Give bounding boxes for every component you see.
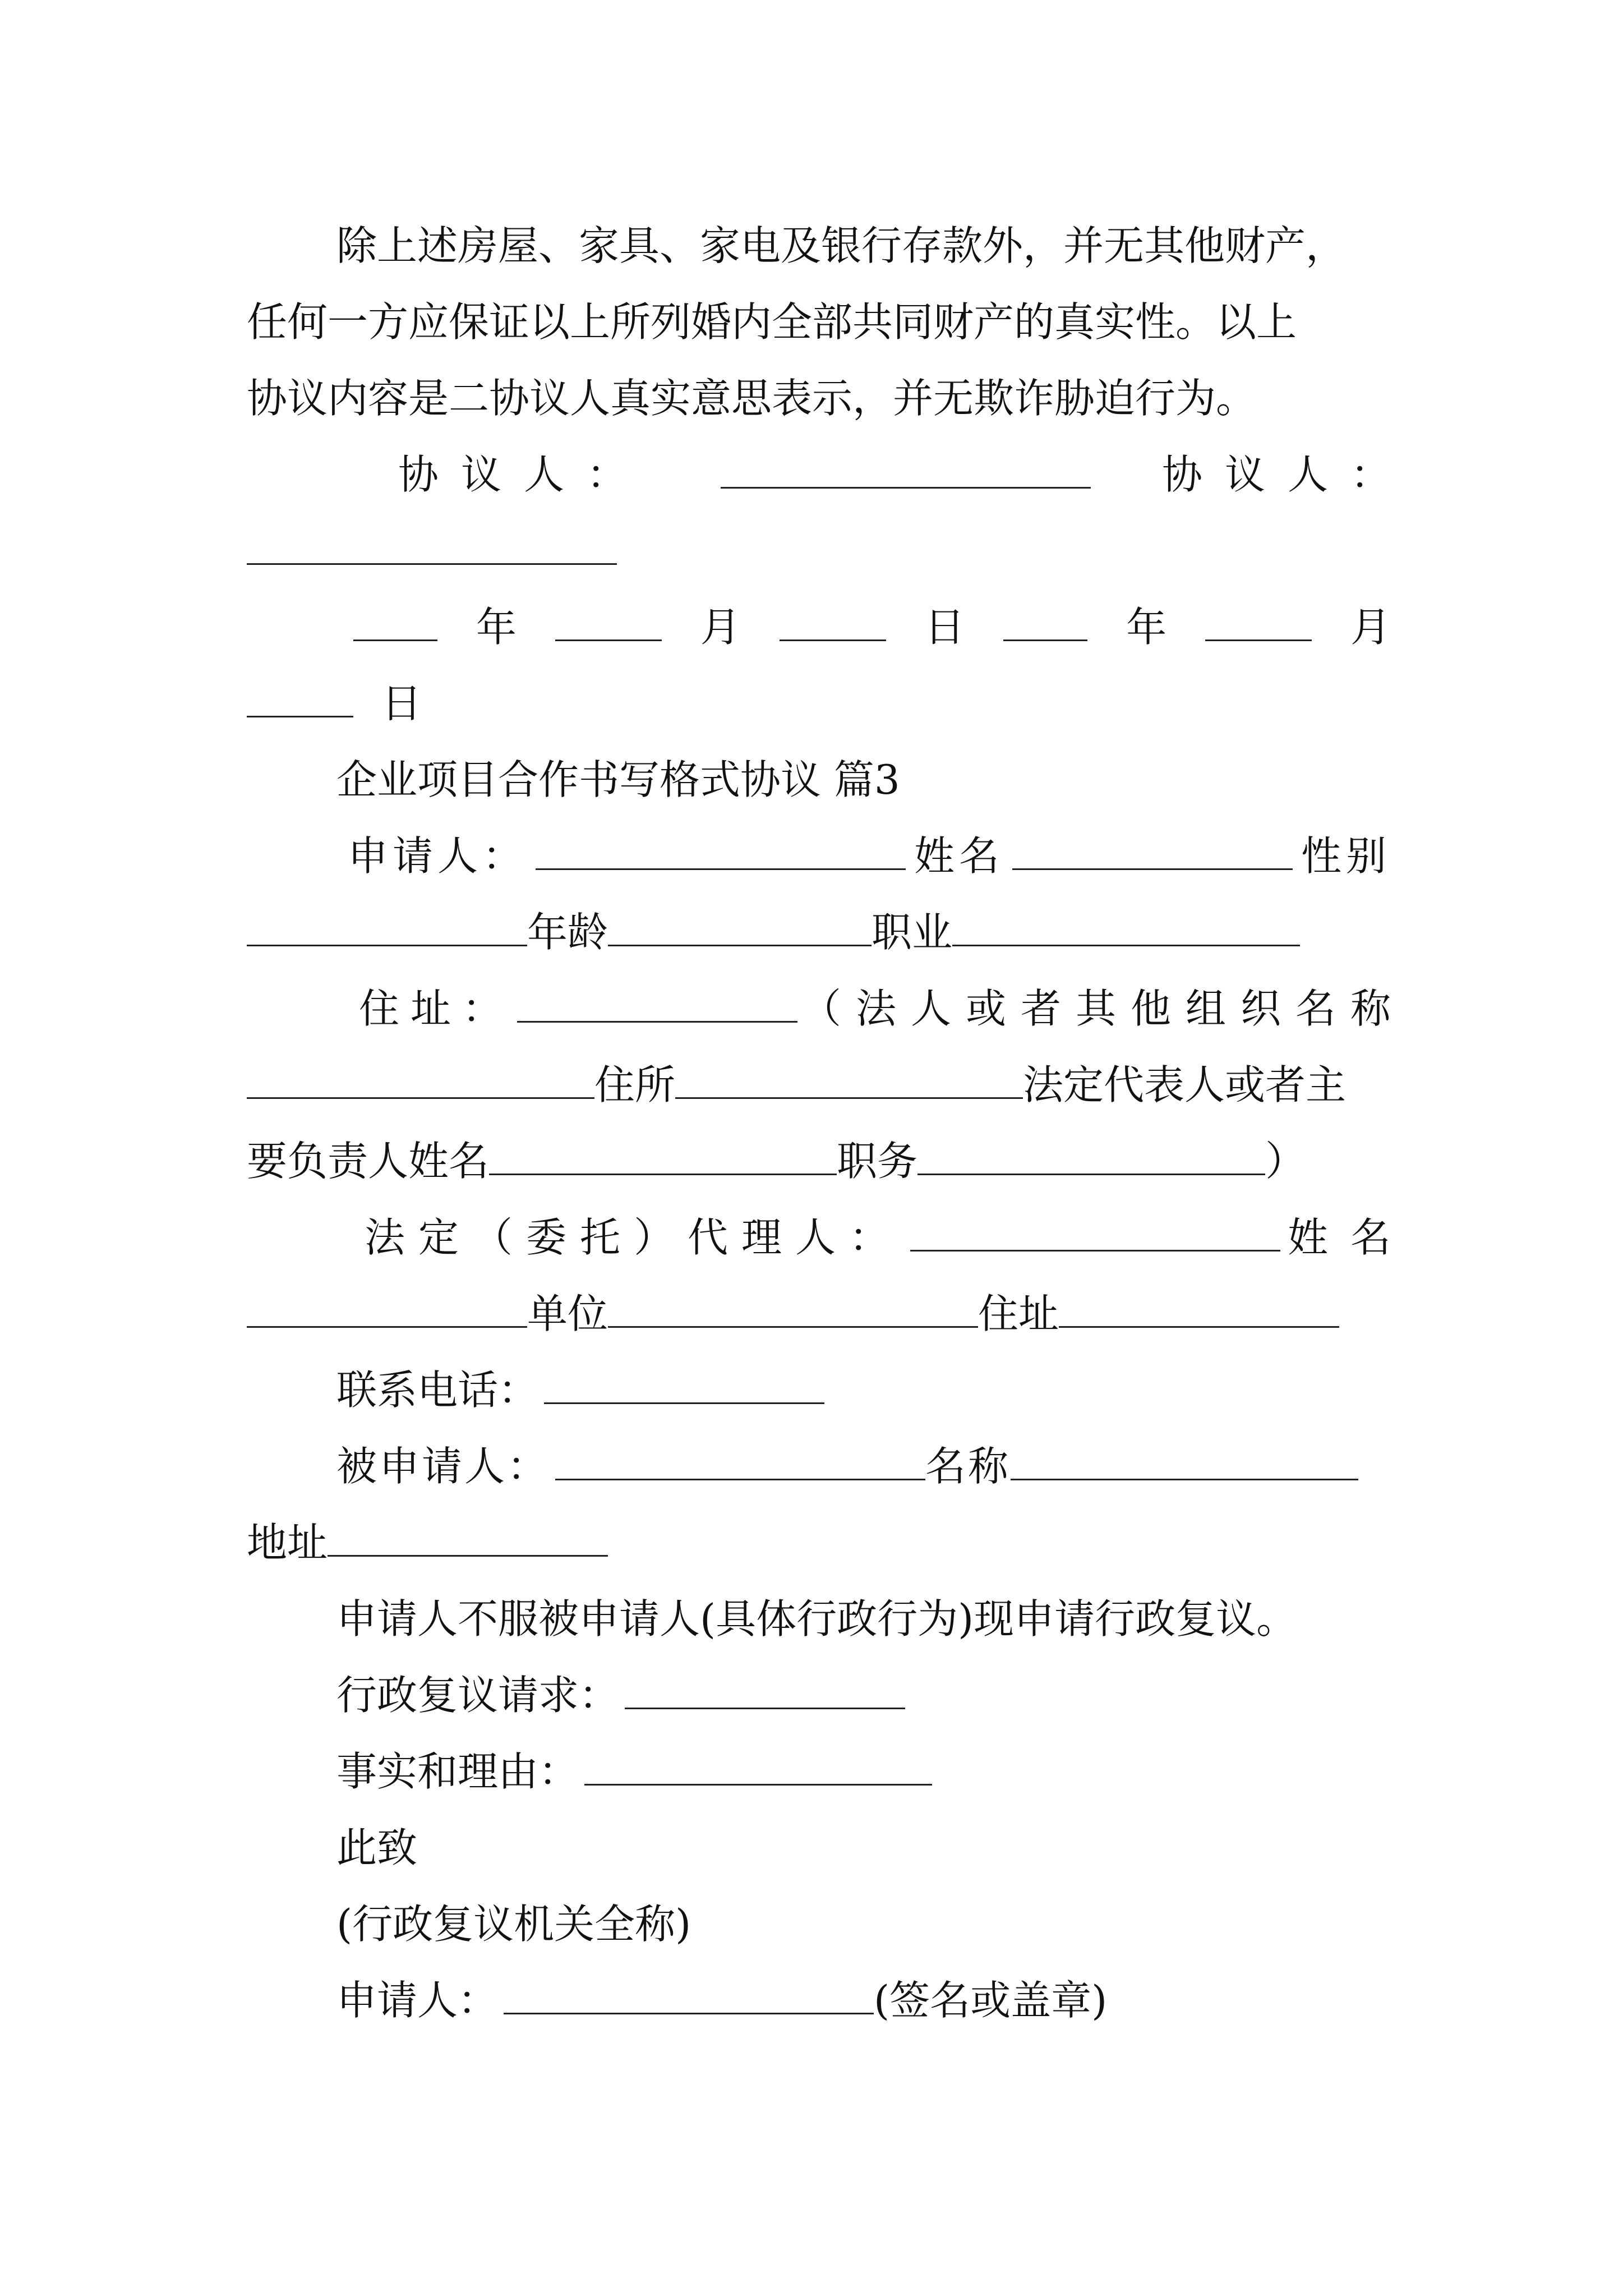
day-label: 日: [924, 604, 965, 651]
respondent-label: 被申请人：: [336, 1443, 550, 1490]
section-title-text: 企业项目合作书写格式协议 篇3: [336, 756, 900, 803]
blank-line: [608, 911, 872, 946]
address-row-cont2: [247, 1123, 1391, 1199]
blank-line: [608, 1292, 978, 1328]
residence-label: 住所: [594, 1061, 676, 1108]
date-row: [247, 589, 1391, 665]
address-row: [247, 970, 1405, 1047]
blank-line: [1059, 1292, 1339, 1328]
legal-rep-cont-label: 要负责人姓名: [247, 1138, 490, 1185]
applicant-row: [247, 818, 1391, 894]
blank-line: [1012, 835, 1293, 870]
day-label: 日: [381, 680, 422, 727]
blank-line: [952, 911, 1300, 946]
blank-line: [247, 911, 527, 946]
blank-line: [780, 606, 886, 641]
blank-line: [489, 1140, 837, 1175]
respondent-row-cont: [247, 1504, 1391, 1581]
blank-line: [555, 1445, 925, 1480]
section-title: [247, 742, 1391, 818]
paragraph-line: [247, 208, 1391, 284]
blank-line: [247, 1064, 594, 1099]
statement-row: [247, 1581, 1453, 1657]
blank-line: [247, 682, 353, 717]
facts-label: 事实和理由：: [336, 1748, 579, 1795]
occupation-label: 职业: [872, 909, 953, 956]
month-label: 月: [700, 604, 741, 651]
agent-row: [247, 1199, 1413, 1276]
party-label: 协议人：: [1161, 451, 1413, 498]
signature-line-row: [247, 1962, 1391, 2039]
facts-row: [247, 1733, 1391, 1810]
blank-line: [328, 1521, 608, 1557]
request-label: 行政复议请求：: [336, 1672, 620, 1719]
applicant-label: 申请人：: [348, 832, 528, 880]
agent-label: 法定（委托）代理人：: [365, 1214, 903, 1261]
blank-line: [247, 530, 617, 565]
position-label: 职务: [837, 1138, 918, 1185]
month-label: 月: [1350, 604, 1391, 651]
blank-line: [1205, 606, 1312, 641]
paragraph-text: 协议内容是二协议人真实意思表示，并无欺诈胁迫行为。: [247, 375, 1257, 422]
authority-row: [247, 1886, 1391, 1962]
paragraph-text: 除上述房屋、家具、家电及银行存款外，并无其他财产，: [336, 222, 1347, 269]
blank-line: [625, 1674, 905, 1709]
blank-line: [247, 1292, 527, 1328]
year-label: 年: [476, 604, 517, 651]
blank-line: [584, 1750, 932, 1786]
agent-name-label: 姓名: [1287, 1214, 1413, 1261]
signature-row-cont: [247, 513, 1391, 589]
statement-text: 申请人不服被申请人(具体行政行为)现申请行政复议。: [336, 1595, 1297, 1642]
salutation-text: 此致: [336, 1824, 418, 1871]
respondent-row: [247, 1428, 1391, 1504]
signature-suffix: (签名或盖章): [874, 1977, 1108, 2024]
blank-line: [675, 1064, 1023, 1099]
date-row-cont: [247, 665, 1391, 742]
blank-line: [555, 606, 662, 641]
agent-row-cont: [247, 1276, 1391, 1352]
unit-label: 单位: [527, 1290, 608, 1337]
close-paren: ）: [1265, 1138, 1306, 1185]
age-label: 年龄: [527, 909, 608, 956]
year-label: 年: [1126, 604, 1167, 651]
authority-text: (行政复议机关全称): [336, 1901, 691, 1948]
contact-row: [247, 1352, 1391, 1428]
blank-line: [917, 1140, 1265, 1175]
agent-address-label: 住址: [978, 1290, 1059, 1337]
blank-line: [353, 606, 437, 641]
legal-rep-label: 法定代表人或者主: [1023, 1061, 1347, 1108]
blank-line: [910, 1216, 1280, 1251]
blank-line: [536, 835, 906, 870]
gender-label: 性别: [1301, 832, 1391, 880]
paragraph-line: [247, 284, 1391, 360]
blank-line: [1003, 606, 1087, 641]
paragraph-line: [247, 360, 1391, 436]
party-label: 协议人：: [398, 451, 650, 498]
blank-line: [544, 1369, 824, 1404]
blank-line: [504, 1979, 874, 2014]
signature-row: [247, 436, 1413, 513]
signature-label: 申请人：: [336, 1977, 499, 2024]
paragraph-text: 任何一方应保证以上所列婚内全部共同财产的真实性。以上: [247, 298, 1297, 346]
address-row-cont: [247, 1047, 1391, 1123]
blank-line: [517, 987, 797, 1023]
respondent-name-label: 名称: [925, 1443, 1011, 1490]
salutation-row: [247, 1810, 1391, 1886]
address-label: 住址：: [359, 985, 514, 1032]
respondent-address-label: 地址: [247, 1519, 328, 1566]
blank-line: [1011, 1445, 1358, 1480]
applicant-row-cont: [247, 894, 1391, 970]
contact-label: 联系电话：: [336, 1366, 539, 1414]
blank-line: [721, 453, 1091, 489]
name-label: 姓名: [914, 832, 1004, 880]
request-row: [247, 1657, 1391, 1733]
org-name-label: （法人或者其他组织名称: [800, 985, 1405, 1032]
